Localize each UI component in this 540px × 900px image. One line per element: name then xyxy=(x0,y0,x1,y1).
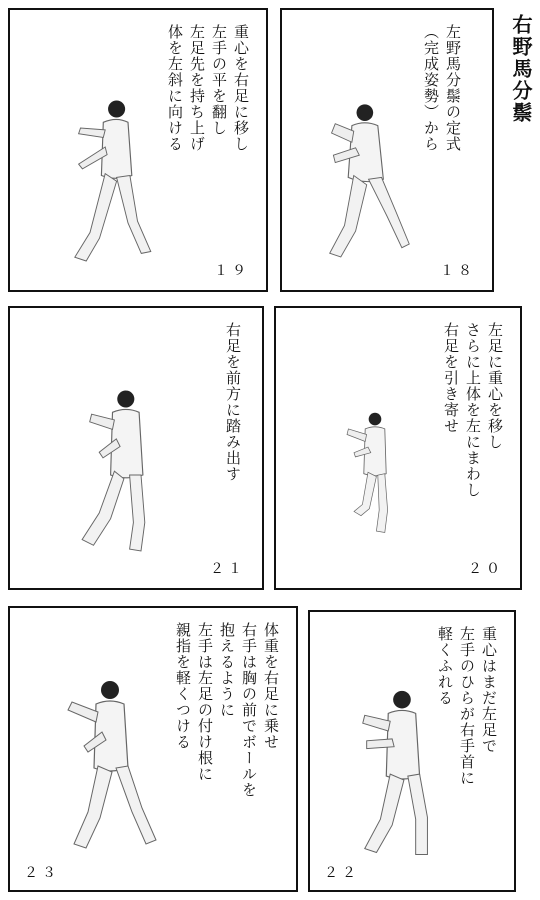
caption-21: 右足を前方に踏み出す xyxy=(224,322,242,482)
tai-chi-figure-photo xyxy=(340,384,410,569)
step-number-19: １９ xyxy=(214,263,250,279)
panel-18 xyxy=(280,8,494,292)
panel-23 xyxy=(8,606,298,892)
caption-18: 左野馬分鬃の定式 （完成姿勢）から xyxy=(422,24,462,152)
panel-20 xyxy=(274,306,522,590)
step-number-18: １８ xyxy=(440,263,476,279)
step-number-22: ２２ xyxy=(324,865,360,881)
page-title: 右野馬分鬃 xyxy=(509,14,533,124)
caption-19: 重心を右足に移し 左手の平を翻し 左足先を持ち上げ 体を左斜に向ける xyxy=(166,24,250,152)
panel-21 xyxy=(8,306,264,590)
panel-19 xyxy=(8,8,268,292)
step-number-23: ２３ xyxy=(24,865,60,881)
step-number-20: ２０ xyxy=(468,561,504,577)
caption-22: 重心はまだ左足で 左手のひらが右手首に 軽くふれる xyxy=(436,626,498,786)
panel-22 xyxy=(308,610,516,892)
tai-chi-figure-photo xyxy=(308,96,418,281)
step-number-21: ２１ xyxy=(210,561,246,577)
tai-chi-figure-photo xyxy=(54,90,164,280)
caption-20: 左足に重心を移し さらに上体を左にまわし 右足を引き寄せ xyxy=(442,322,504,498)
caption-23: 体重を右足に乗せ 右手は胸の前でボールを 抱えるように 左手は左足の付け根に 親指を軽くつける xyxy=(174,622,280,798)
tai-chi-figure-photo xyxy=(72,380,172,570)
tai-chi-figure-photo xyxy=(46,672,170,872)
